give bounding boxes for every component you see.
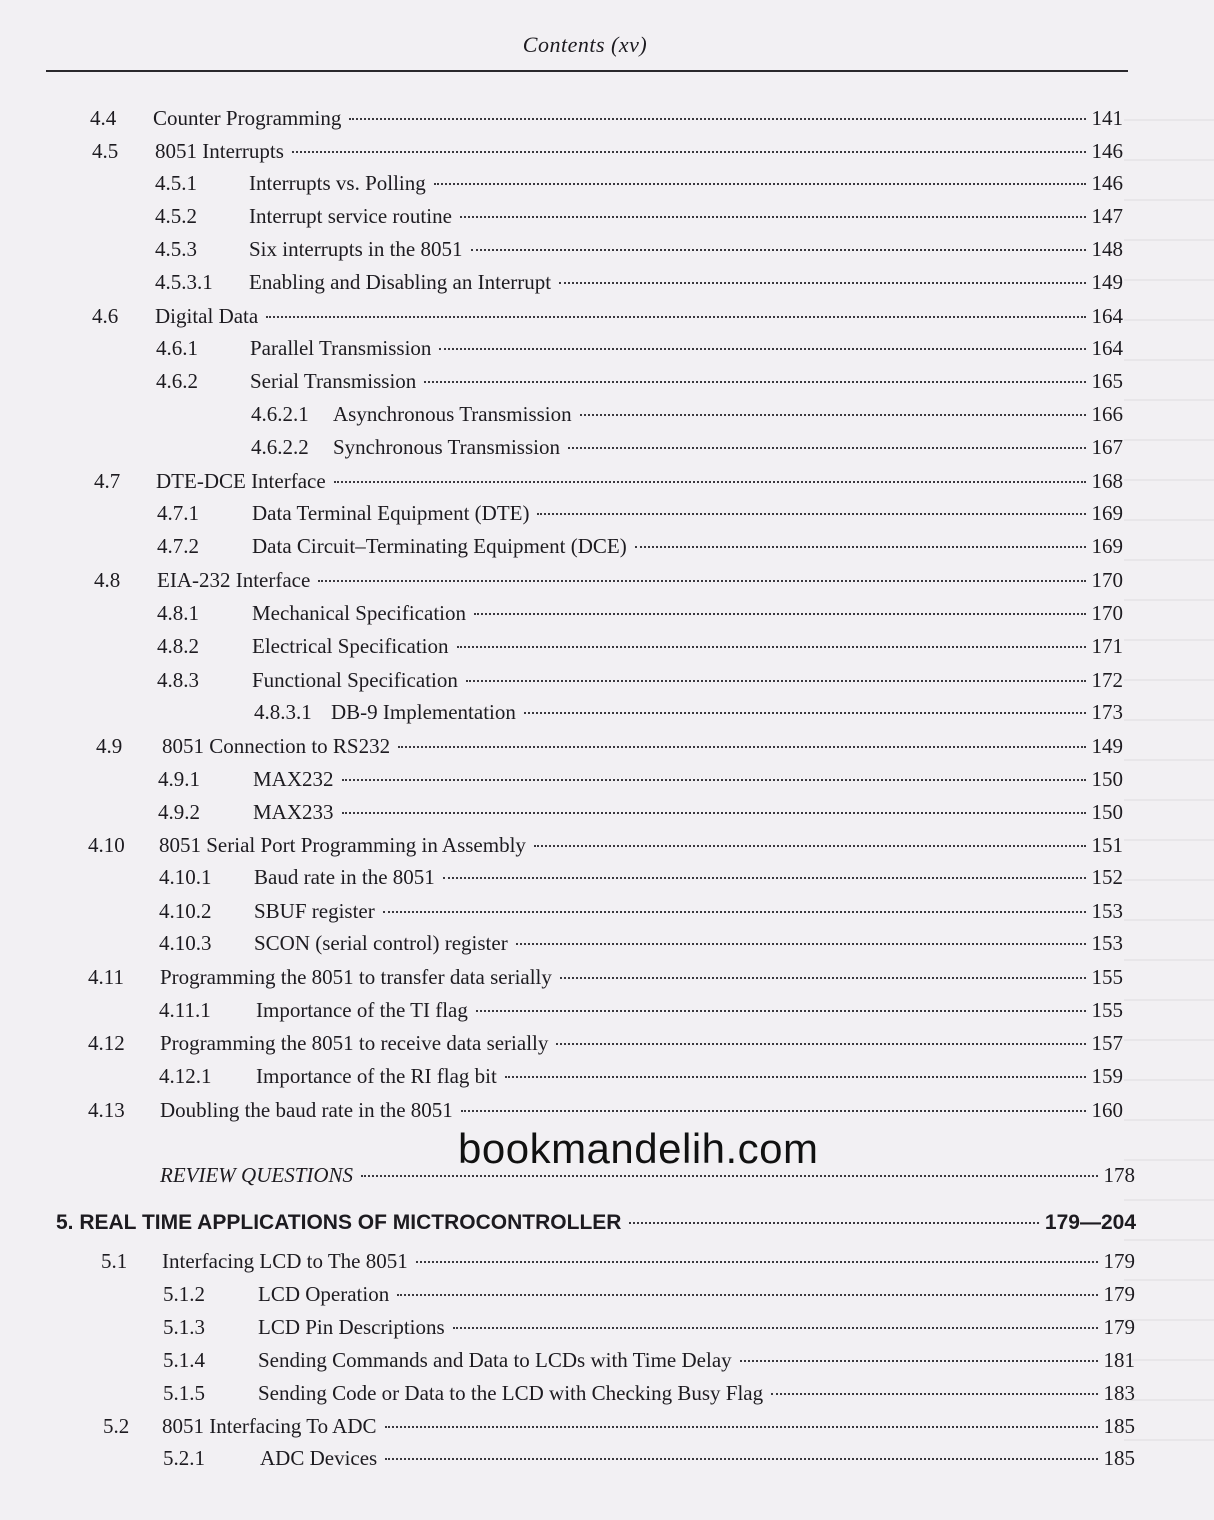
entry-number: 5.1.4 [163, 1348, 205, 1372]
entry-title: Sending Code or Data to the LCD with Checking Busy Flag [258, 1381, 764, 1405]
entry-number: 4.6 [92, 304, 119, 328]
toc-entry [0, 1027, 1214, 1060]
entry-page: 181 [1103, 1348, 1135, 1372]
entry-title: DTE-DCE Interface [156, 469, 326, 493]
toc-entry [0, 1410, 1214, 1443]
entry-line [252, 530, 1123, 563]
entry-page: 179 [1103, 1282, 1135, 1306]
entry-number: 4.13 [88, 1098, 125, 1122]
entry-page: 179 [1103, 1249, 1135, 1273]
toc-entry [0, 994, 1214, 1027]
dot-leader [629, 1222, 1038, 1224]
entry-title: SBUF register [254, 899, 375, 923]
entry-number: 4.6.2 [156, 369, 198, 393]
dot-leader [474, 613, 1086, 615]
chapter-heading [0, 1206, 1214, 1239]
toc-entry [0, 564, 1214, 597]
entry-number: 5.2.1 [163, 1446, 205, 1470]
dot-leader [424, 381, 1085, 383]
entry-title: Serial Transmission [250, 369, 417, 393]
toc-entry [0, 300, 1214, 333]
dot-leader [635, 546, 1086, 548]
dot-leader [524, 712, 1086, 714]
entry-number: 4.12.1 [159, 1064, 212, 1088]
toc-entry [0, 102, 1214, 135]
entry-number: 4.10.1 [159, 865, 212, 889]
entry-page: 169 [1091, 501, 1123, 525]
entry-line [249, 233, 1123, 266]
toc-entry [0, 332, 1214, 365]
dot-leader [453, 1327, 1098, 1329]
toc-entry [0, 829, 1214, 862]
entry-number: 4.7 [94, 469, 121, 493]
entry-page: 167 [1091, 435, 1123, 459]
dot-leader [342, 779, 1086, 781]
toc-entry [0, 497, 1214, 530]
entry-page: 146 [1091, 171, 1123, 195]
entry-line [258, 1344, 1135, 1377]
toc-entry [0, 200, 1214, 233]
entry-title: Parallel Transmission [250, 336, 432, 360]
entry-page: 169 [1091, 534, 1123, 558]
entry-title: Programming the 8051 to receive data serially [160, 1031, 549, 1055]
entry-line [56, 1206, 1136, 1239]
chapter-page-range: 179—204 [1044, 1211, 1136, 1234]
entry-page: 159 [1091, 1064, 1123, 1088]
entry-line [252, 497, 1123, 530]
dot-leader [457, 646, 1086, 648]
entry-title: LCD Pin Descriptions [258, 1315, 445, 1339]
entry-title: 8051 Interfacing To ADC [162, 1414, 377, 1438]
dot-leader [385, 1426, 1098, 1428]
toc-entry [0, 664, 1214, 697]
toc-entry [0, 961, 1214, 994]
entry-line [252, 630, 1123, 663]
dot-leader [460, 216, 1086, 218]
entry-line [157, 564, 1123, 597]
entry-page: 150 [1091, 800, 1123, 824]
dot-leader [434, 183, 1086, 185]
dot-leader [559, 282, 1085, 284]
dot-leader [349, 118, 1085, 120]
dot-leader [516, 943, 1086, 945]
entry-title: Interrupt service routine [249, 204, 452, 228]
dot-leader [466, 680, 1086, 682]
entry-number: 4.5.1 [155, 171, 197, 195]
toc-entry [0, 1094, 1214, 1127]
dot-leader [443, 877, 1086, 879]
entry-page: 170 [1091, 568, 1123, 592]
toc-entry [0, 398, 1214, 431]
entry-number: 4.11 [88, 965, 124, 989]
entry-title: Asynchronous Transmission [333, 402, 572, 426]
entry-page: 153 [1091, 899, 1123, 923]
entry-page: 151 [1091, 833, 1123, 857]
entry-number: 4.10 [88, 833, 125, 857]
entry-page: 165 [1091, 369, 1123, 393]
entry-title: ADC Devices [260, 1446, 378, 1470]
entry-number: 4.5.3 [155, 237, 197, 261]
entry-number: 4.6.1 [156, 336, 198, 360]
entry-number: 4.8.3 [157, 668, 199, 692]
toc-entry [0, 431, 1214, 464]
toc-entry [0, 530, 1214, 563]
entry-number: 4.5.2 [155, 204, 197, 228]
dot-leader [266, 316, 1085, 318]
entry-page: 149 [1091, 734, 1123, 758]
toc-entry [0, 927, 1214, 960]
entry-line [331, 696, 1123, 729]
toc-entry [0, 465, 1214, 498]
toc-entry [0, 1377, 1214, 1410]
entry-line [256, 994, 1123, 1027]
entry-line [159, 829, 1123, 862]
entry-number: 5.2 [103, 1414, 130, 1438]
entry-title: Programming the 8051 to transfer data serially [160, 965, 552, 989]
entry-line [256, 1060, 1123, 1093]
entry-line [162, 1245, 1135, 1278]
entry-page: 149 [1091, 270, 1123, 294]
entry-page: 168 [1091, 469, 1123, 493]
entry-page: 171 [1091, 634, 1123, 658]
entry-title: Electrical Specification [252, 634, 449, 658]
entry-line [249, 200, 1123, 233]
entry-page: 178 [1103, 1163, 1135, 1187]
toc-entry [0, 1344, 1214, 1377]
dot-leader [342, 812, 1086, 814]
header-rule [46, 70, 1128, 72]
dot-leader [361, 1175, 1097, 1177]
entry-line [160, 1027, 1123, 1060]
toc-entry [0, 597, 1214, 630]
dot-leader [385, 1458, 1097, 1460]
entry-line [160, 961, 1123, 994]
entry-number: 4.8.1 [157, 601, 199, 625]
toc-entry [0, 1060, 1214, 1093]
running-header: Contents (xv) [522, 32, 648, 57]
entry-line [260, 1442, 1135, 1475]
dot-leader [580, 414, 1086, 416]
entry-page: 141 [1091, 106, 1123, 130]
dot-leader [560, 977, 1086, 979]
entry-title: Mechanical Specification [252, 601, 466, 625]
entry-line [258, 1377, 1135, 1410]
entry-page: 150 [1091, 767, 1123, 791]
entry-line [162, 1410, 1135, 1443]
entry-number: 4.5.3.1 [155, 270, 213, 294]
entry-number: 4.10.3 [159, 931, 212, 955]
dot-leader [461, 1110, 1086, 1112]
entry-number: 4.10.2 [159, 899, 212, 923]
entry-page: 183 [1103, 1381, 1135, 1405]
entry-number: 5.1.3 [163, 1315, 205, 1339]
entry-page: 185 [1103, 1446, 1135, 1470]
entry-title: EIA-232 Interface [157, 568, 311, 592]
entry-page: 157 [1091, 1031, 1123, 1055]
entry-title: Baud rate in the 8051 [254, 865, 435, 889]
dot-leader [740, 1360, 1098, 1362]
entry-title: Counter Programming [153, 106, 342, 130]
chapter-title: 5. REAL TIME APPLICATIONS OF MICTROCONTROLLER [56, 1211, 622, 1234]
entry-page: 152 [1091, 865, 1123, 889]
entry-number: 4.7.2 [157, 534, 199, 558]
entry-number: 4.12 [88, 1031, 125, 1055]
entry-page: 185 [1103, 1414, 1135, 1438]
entry-title: MAX232 [253, 767, 334, 791]
dot-leader [568, 447, 1086, 449]
entry-line [253, 796, 1123, 829]
entry-title: DB-9 Implementation [331, 700, 516, 724]
entry-number: 5.1.5 [163, 1381, 205, 1405]
entry-page: 146 [1091, 139, 1123, 163]
entry-page: 155 [1091, 998, 1123, 1022]
toc-entry [0, 167, 1214, 200]
entry-page: 164 [1091, 304, 1123, 328]
entry-page: 160 [1091, 1098, 1123, 1122]
entry-line [156, 465, 1123, 498]
entry-title: Interrupts vs. Polling [249, 171, 426, 195]
dot-leader [416, 1261, 1098, 1263]
entry-page: 170 [1091, 601, 1123, 625]
toc-entry [0, 696, 1214, 729]
toc-entry [0, 796, 1214, 829]
dot-leader [771, 1393, 1097, 1395]
toc-entry [0, 365, 1214, 398]
entry-number: 4.7.1 [157, 501, 199, 525]
entry-line [333, 431, 1123, 464]
entry-title: Functional Specification [252, 668, 458, 692]
entry-line [250, 332, 1123, 365]
entry-page: 173 [1091, 700, 1123, 724]
entry-title: Data Circuit–Terminating Equipment (DCE) [252, 534, 627, 558]
entry-line [333, 398, 1123, 431]
entry-title: Data Terminal Equipment (DTE) [252, 501, 530, 525]
dot-leader [537, 513, 1085, 515]
toc-entry [0, 1442, 1214, 1475]
toc-entry [0, 861, 1214, 894]
entry-number: 4.9 [96, 734, 123, 758]
entry-line [153, 102, 1123, 135]
dot-leader [292, 151, 1086, 153]
dot-leader [334, 481, 1086, 483]
entry-page: 179 [1103, 1315, 1135, 1339]
entry-page: 164 [1091, 336, 1123, 360]
entry-title: Doubling the baud rate in the 8051 [160, 1098, 453, 1122]
entry-line [160, 1094, 1123, 1127]
entry-line [249, 167, 1123, 200]
entry-number: 4.8.2 [157, 634, 199, 658]
entry-title: SCON (serial control) register [254, 931, 508, 955]
entry-title: Importance of the RI flag bit [256, 1064, 497, 1088]
entry-page: 147 [1091, 204, 1123, 228]
entry-title: 8051 Serial Port Programming in Assembly [159, 833, 526, 857]
entry-line [162, 730, 1123, 763]
entry-line [258, 1311, 1135, 1344]
watermark-text: bookmandelih.com [458, 1125, 819, 1172]
entry-line [254, 861, 1123, 894]
entry-line [254, 895, 1123, 928]
toc-entry [0, 1278, 1214, 1311]
entry-title: Six interrupts in the 8051 [249, 237, 463, 261]
entry-number: 4.8 [94, 568, 121, 592]
toc-entry [0, 1311, 1214, 1344]
entry-line [258, 1278, 1135, 1311]
toc-entry [0, 266, 1214, 299]
entry-page: 148 [1091, 237, 1123, 261]
entry-number: 4.8.3.1 [254, 700, 312, 724]
toc-entry [0, 763, 1214, 796]
entry-page: 155 [1091, 965, 1123, 989]
entry-title: Digital Data [155, 304, 259, 328]
dot-leader [397, 1294, 1097, 1296]
entry-title: LCD Operation [258, 1282, 390, 1306]
dot-leader [398, 746, 1085, 748]
entry-line [250, 365, 1123, 398]
entry-number: 4.6.2.1 [251, 402, 309, 426]
entry-title: Importance of the TI flag [256, 998, 468, 1022]
entry-title: Synchronous Transmission [333, 435, 560, 459]
toc-entry [0, 630, 1214, 663]
entry-title: REVIEW QUESTIONS [160, 1163, 354, 1187]
entry-title: Interfacing LCD to The 8051 [162, 1249, 408, 1273]
entry-number: 4.4 [90, 106, 117, 130]
dot-leader [471, 249, 1086, 251]
entry-title: MAX233 [253, 800, 334, 824]
entry-title: Enabling and Disabling an Interrupt [249, 270, 552, 294]
entry-page: 172 [1091, 668, 1123, 692]
toc-entry [0, 233, 1214, 266]
entry-line [254, 927, 1123, 960]
entry-title: 8051 Interrupts [155, 139, 284, 163]
entry-title: 8051 Connection to RS232 [162, 734, 391, 758]
dot-leader [534, 845, 1086, 847]
dot-leader [505, 1076, 1086, 1078]
entry-line [253, 763, 1123, 796]
entry-number: 4.6.2.2 [251, 435, 309, 459]
entry-line [252, 664, 1123, 697]
dot-leader [383, 911, 1086, 913]
toc-entry [0, 1245, 1214, 1278]
entry-line [155, 135, 1123, 168]
entry-number: 4.9.2 [158, 800, 200, 824]
entry-page: 153 [1091, 931, 1123, 955]
entry-line [249, 266, 1123, 299]
toc-entry [0, 730, 1214, 763]
entry-number: 5.1.2 [163, 1282, 205, 1306]
entry-line [252, 597, 1123, 630]
entry-number: 4.5 [92, 139, 119, 163]
dot-leader [556, 1043, 1085, 1045]
dot-leader [439, 348, 1085, 350]
toc-entry [0, 895, 1214, 928]
toc-entry [0, 135, 1214, 168]
entry-number: 4.11.1 [159, 998, 211, 1022]
dot-leader [476, 1010, 1086, 1012]
entry-number: 5.1 [101, 1249, 128, 1273]
dot-leader [318, 580, 1085, 582]
entry-page: 166 [1091, 402, 1123, 426]
entry-number: 4.9.1 [158, 767, 200, 791]
entry-line [155, 300, 1123, 333]
entry-title: Sending Commands and Data to LCDs with Time Delay [258, 1348, 732, 1372]
